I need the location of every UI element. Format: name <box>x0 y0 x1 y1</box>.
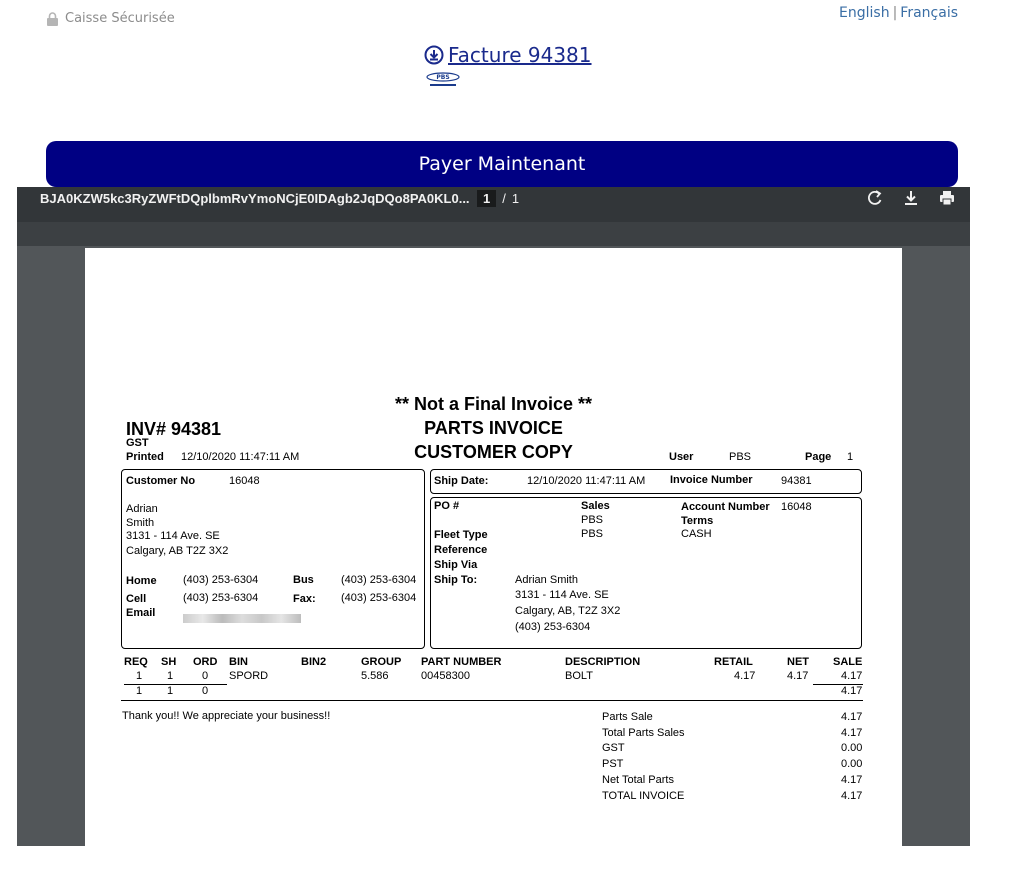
language-switcher <box>839 5 958 21</box>
customer-first-name: Adrian <box>126 503 158 515</box>
summary-value-gst: 0.00 <box>841 742 863 754</box>
summary-label-total-parts-sales: Total Parts Sales <box>602 727 685 739</box>
pay-now-button[interactable]: Payer Maintenant <box>46 141 958 187</box>
col-ord: ORD <box>193 656 218 668</box>
printed-label: Printed <box>126 451 164 463</box>
col-group: GROUP <box>361 656 402 668</box>
invoice-number-title: INV# 94381 <box>126 419 222 439</box>
customer-last-name: Smith <box>126 517 155 529</box>
email-label: Email <box>126 607 156 619</box>
secure-checkout-label <box>46 11 175 26</box>
ship-to-label: Ship To: <box>434 574 478 586</box>
page-label: Page <box>805 451 832 463</box>
fax-label: Fax: <box>293 593 316 605</box>
ship-to-address-line1: 3131 - 114 Ave. SE <box>515 589 609 601</box>
customer-address-line2: Calgary, AB T2Z 3X2 <box>126 545 229 557</box>
summary-label-parts-sale: Parts Sale <box>602 711 653 723</box>
col-retail: RETAIL <box>714 656 753 668</box>
rotate-icon[interactable] <box>866 189 884 207</box>
row-sale: 4.17 <box>841 670 863 682</box>
fax-value: (403) 253-6304 <box>341 592 417 604</box>
user-value: PBS <box>729 451 752 463</box>
summary-label-net-total-parts: Net Total Parts <box>602 774 674 786</box>
ship-date-value: 12/10/2020 11:47:11 AM <box>527 475 646 487</box>
email-redacted <box>183 610 301 628</box>
table-bottom-line <box>121 700 863 701</box>
col-req: REQ <box>124 656 148 668</box>
row-net: 4.17 <box>787 670 809 682</box>
row-description: BOLT <box>565 670 593 682</box>
col-part-number: PART NUMBER <box>421 656 502 668</box>
download-icon[interactable] <box>902 189 920 207</box>
row-group: 5.586 <box>361 670 389 682</box>
printed-value: 12/10/2020 11:47:11 AM <box>181 451 300 463</box>
terms-value: CASH <box>681 528 712 540</box>
invoice-download-link[interactable] <box>424 43 592 67</box>
summary-label-pst: PST <box>602 758 624 770</box>
parts-invoice-heading: PARTS INVOICE <box>424 418 563 438</box>
home-value: (403) 253-6304 <box>183 574 259 586</box>
bus-label: Bus <box>293 574 314 586</box>
po-label: PO # <box>434 500 460 512</box>
customer-no-label: Customer No <box>126 475 196 487</box>
ship-to-name: Adrian Smith <box>515 574 578 586</box>
fleet-type-label: Fleet Type <box>434 529 488 541</box>
gst-label: GST <box>126 437 149 449</box>
download-circle-icon <box>424 45 444 65</box>
total-sh: 1 <box>167 685 174 697</box>
col-bin: BIN <box>229 656 248 668</box>
pbs-logo <box>424 71 462 89</box>
lang-french-link[interactable]: Français <box>900 5 958 21</box>
home-label: Home <box>126 575 157 587</box>
total-ord: 0 <box>202 685 209 697</box>
sales-label: Sales <box>581 500 610 512</box>
toolbar-shadow-band <box>17 222 970 246</box>
print-icon[interactable] <box>938 189 956 207</box>
page-separator: / <box>502 191 506 206</box>
col-sh: SH <box>161 656 177 668</box>
right-whitespace <box>970 187 1012 846</box>
page-total: 1 <box>511 191 520 206</box>
toolbar-actions <box>866 189 956 207</box>
lock-icon <box>46 12 59 26</box>
summary-value-total-parts-sales: 4.17 <box>841 727 863 739</box>
top-bar <box>0 0 1012 40</box>
reference-label: Reference <box>434 544 488 556</box>
cell-value: (403) 253-6304 <box>183 592 259 604</box>
pdf-toolbar <box>17 187 970 222</box>
cell-label: Cell <box>126 593 147 605</box>
customer-no-value: 16048 <box>229 475 260 487</box>
page-value: 1 <box>847 451 854 463</box>
invoice-page <box>85 248 902 846</box>
account-number-label: Account Number <box>681 501 770 513</box>
not-final-heading: ** Not a Final Invoice ** <box>394 394 593 414</box>
customer-copy-heading: CUSTOMER COPY <box>414 442 573 462</box>
user-label: User <box>669 451 694 463</box>
invoice-number-label: Invoice Number <box>670 474 753 486</box>
row-bin: SPORD <box>229 670 269 682</box>
invoice-number-value: 94381 <box>781 475 812 487</box>
svg-text:PBS: PBS <box>436 74 450 81</box>
total-sale: 4.17 <box>841 685 863 697</box>
current-page-input[interactable]: 1 <box>477 190 496 207</box>
col-bin2: BIN2 <box>301 656 327 668</box>
invoice-link-text: Facture 94381 <box>448 43 592 67</box>
summary-value-parts-sale: 4.17 <box>841 711 863 723</box>
ship-date-label: Ship Date: <box>434 475 489 487</box>
secure-text: Caisse Sécurisée <box>65 11 175 26</box>
lang-english-link[interactable]: English <box>839 5 890 21</box>
terms-label: Terms <box>681 515 714 527</box>
summary-value-total-invoice: 4.17 <box>841 790 863 802</box>
thank-you-message: Thank you!! We appreciate your business!! <box>122 710 331 722</box>
summary-label-gst: GST <box>602 742 625 754</box>
page-indicator <box>477 190 519 207</box>
order-details-box <box>430 497 862 649</box>
row-sh: 1 <box>167 670 174 682</box>
row-ord: 0 <box>202 670 209 682</box>
customer-address-line1: 3131 - 114 Ave. SE <box>126 530 220 542</box>
total-req: 1 <box>136 685 143 697</box>
row-retail: 4.17 <box>734 670 756 682</box>
bus-value: (403) 253-6304 <box>341 574 417 586</box>
row-part-number: 00458300 <box>421 670 470 682</box>
lang-separator: | <box>892 5 898 21</box>
sales-value-1: PBS <box>581 514 604 526</box>
ship-to-address-line2: Calgary, AB, T2Z 3X2 <box>515 605 621 617</box>
col-sale: SALE <box>833 656 863 668</box>
sales-value-2: PBS <box>581 528 604 540</box>
pdf-filename: BJA0KZW5kc3RyZWFtDQplbmRvYmoNCjE0IDAgb2JqDQo8PA0KL0... <box>40 191 470 206</box>
col-net: NET <box>787 656 809 668</box>
col-description: DESCRIPTION <box>565 656 641 668</box>
account-number-value: 16048 <box>781 501 812 513</box>
ship-via-label: Ship Via <box>434 559 478 571</box>
row-req: 1 <box>136 670 143 682</box>
ship-to-phone: (403) 253-6304 <box>515 621 591 633</box>
pdf-viewer <box>17 187 970 846</box>
summary-value-net-total-parts: 4.17 <box>841 774 863 786</box>
summary-label-total-invoice: TOTAL INVOICE <box>602 790 685 802</box>
summary-value-pst: 0.00 <box>841 758 863 770</box>
